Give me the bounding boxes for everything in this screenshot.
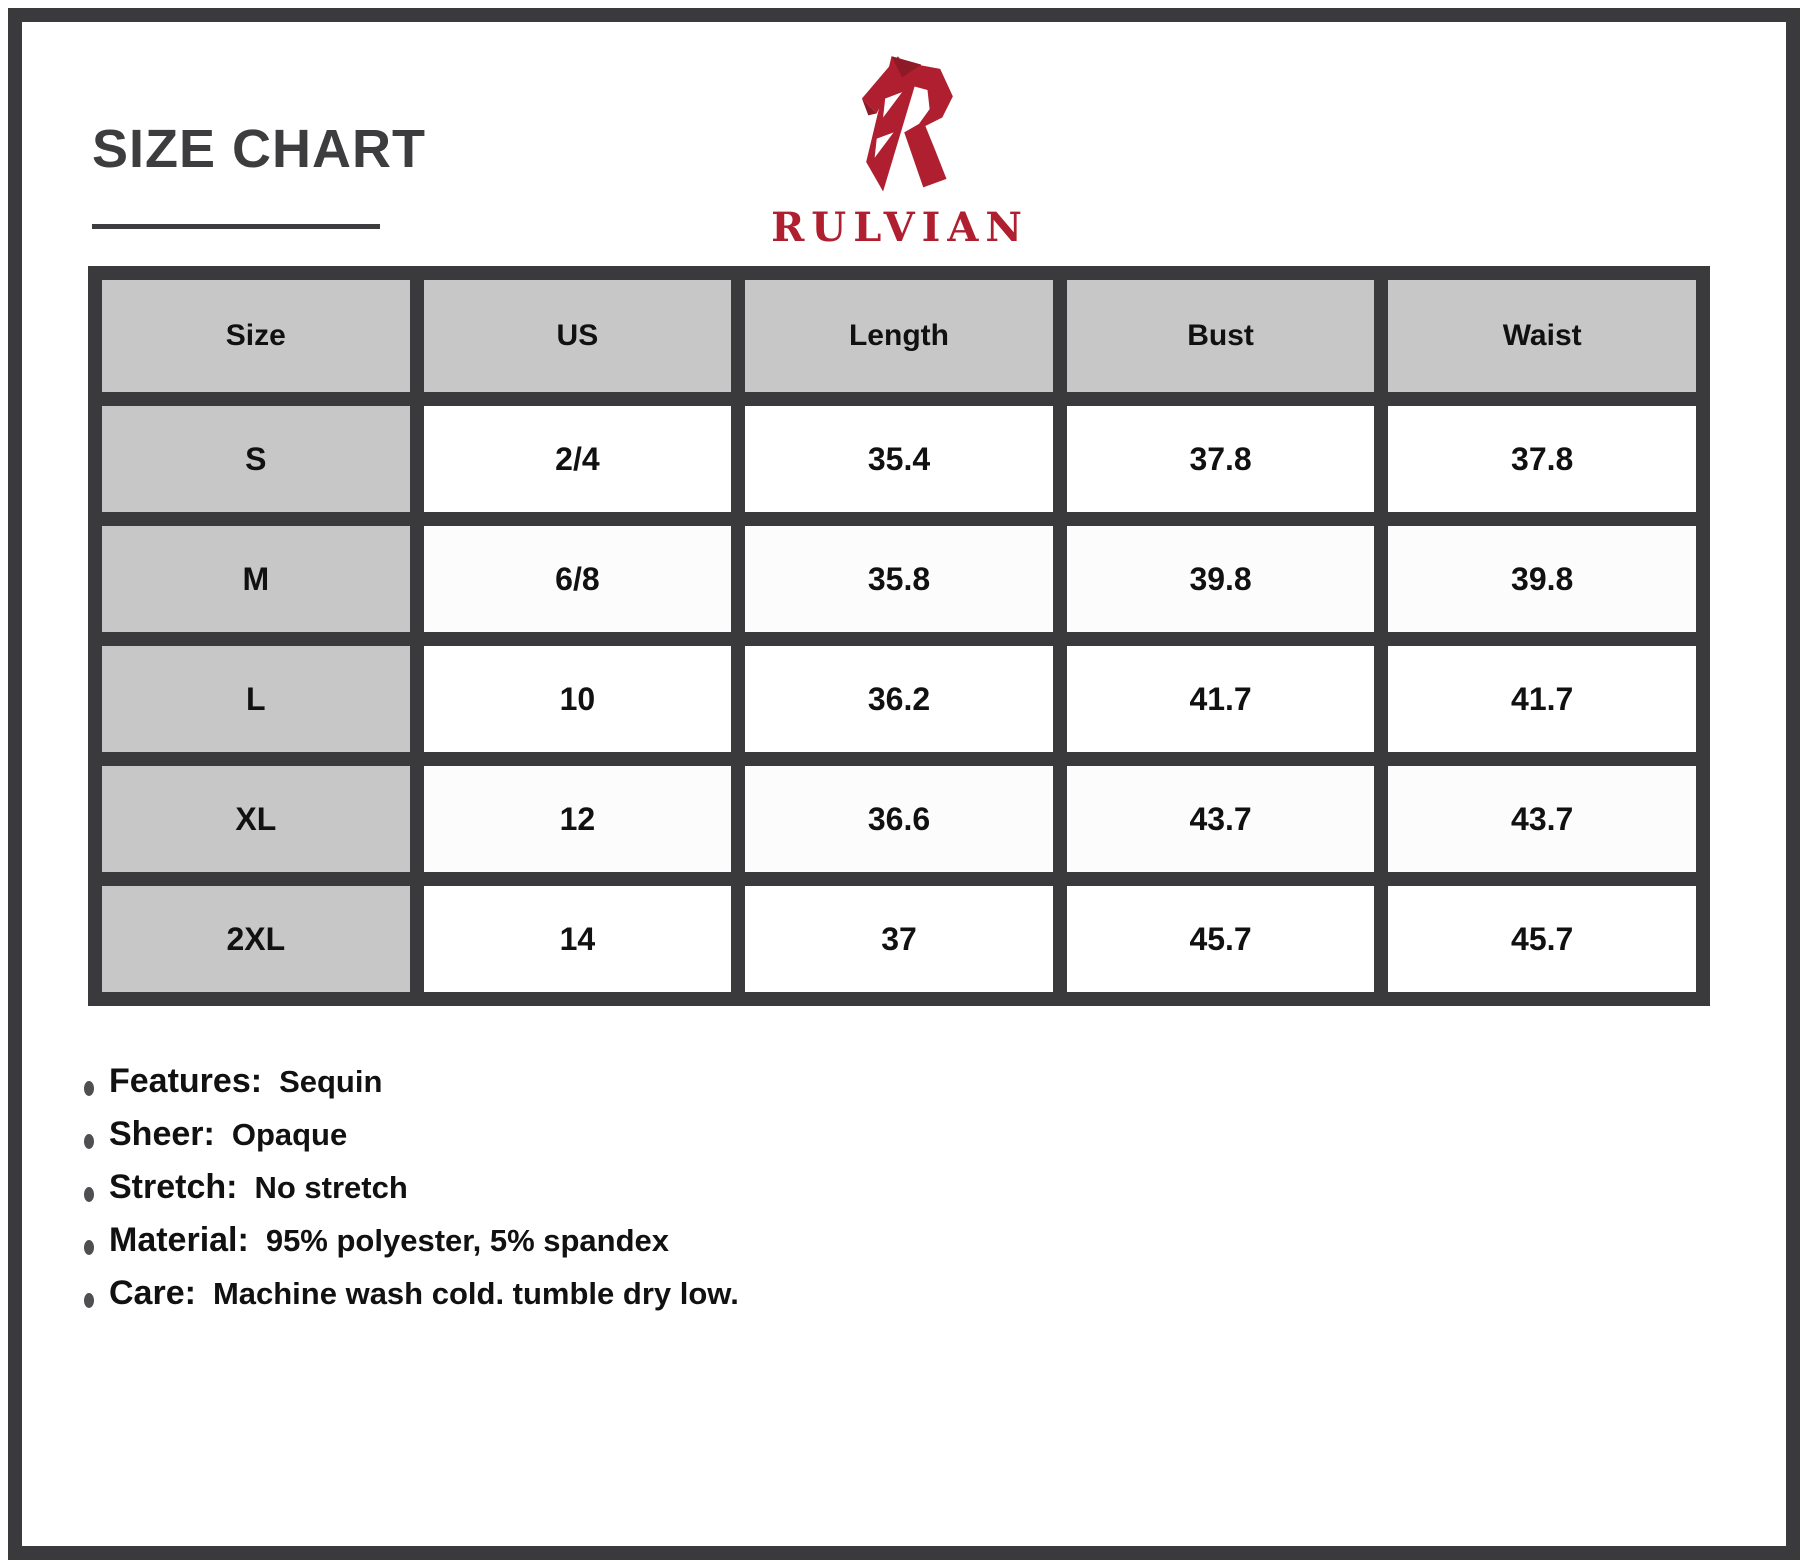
detail-label: Stretch: xyxy=(109,1168,238,1206)
size-chart-table xyxy=(88,266,1710,1006)
column-header-length: Length xyxy=(745,280,1053,392)
bust-cell: 45.7 xyxy=(1067,886,1375,992)
table-row xyxy=(102,886,1696,992)
detail-item-care xyxy=(84,1274,739,1327)
bullet-icon xyxy=(84,1240,94,1255)
waist-cell: 39.8 xyxy=(1388,526,1696,632)
length-cell: 37 xyxy=(745,886,1053,992)
bust-cell: 41.7 xyxy=(1067,646,1375,752)
length-cell: 36.6 xyxy=(745,766,1053,872)
column-header-bust: Bust xyxy=(1067,280,1375,392)
waist-cell: 37.8 xyxy=(1388,406,1696,512)
title-block xyxy=(92,119,426,229)
bullet-icon xyxy=(84,1293,94,1308)
waist-cell: 41.7 xyxy=(1388,646,1696,752)
detail-label: Features: xyxy=(109,1062,263,1100)
length-cell: 36.2 xyxy=(745,646,1053,752)
title-underline xyxy=(92,224,380,229)
brand-logo xyxy=(690,52,1110,251)
table-header-row xyxy=(102,280,1696,392)
table-row xyxy=(102,766,1696,872)
brand-name: RULVIAN xyxy=(771,204,1029,251)
detail-label: Material: xyxy=(109,1221,249,1259)
detail-value: Machine wash cold. tumble dry low. xyxy=(212,1276,739,1311)
length-cell: 35.4 xyxy=(745,406,1053,512)
column-header-waist: Waist xyxy=(1388,280,1696,392)
detail-item-material xyxy=(84,1221,739,1274)
table-row xyxy=(102,406,1696,512)
size-cell: L xyxy=(102,646,410,752)
size-cell: 2XL xyxy=(102,886,410,992)
table-row xyxy=(102,526,1696,632)
column-header-us: US xyxy=(424,280,732,392)
us-cell: 2/4 xyxy=(424,406,732,512)
page-title: SIZE CHART xyxy=(92,119,426,179)
size-cell: S xyxy=(102,406,410,512)
bust-cell: 43.7 xyxy=(1067,766,1375,872)
detail-value: Sequin xyxy=(279,1064,383,1099)
detail-value: 95% polyester, 5% spandex xyxy=(265,1223,670,1258)
detail-item-stretch xyxy=(84,1168,739,1221)
waist-cell: 43.7 xyxy=(1388,766,1696,872)
size-cell: M xyxy=(102,526,410,632)
us-cell: 10 xyxy=(424,646,732,752)
table-row xyxy=(102,646,1696,752)
size-cell: XL xyxy=(102,766,410,872)
brand-r-icon xyxy=(825,52,975,200)
waist-cell: 45.7 xyxy=(1388,886,1696,992)
us-cell: 14 xyxy=(424,886,732,992)
detail-item-features xyxy=(84,1062,739,1115)
detail-value: Opaque xyxy=(231,1117,348,1152)
detail-item-sheer xyxy=(84,1115,739,1168)
bust-cell: 39.8 xyxy=(1067,526,1375,632)
bust-cell: 37.8 xyxy=(1067,406,1375,512)
bullet-icon xyxy=(84,1134,94,1149)
us-cell: 12 xyxy=(424,766,732,872)
column-header-size: Size xyxy=(102,280,410,392)
length-cell: 35.8 xyxy=(745,526,1053,632)
detail-label: Care: xyxy=(109,1274,196,1312)
product-details-list xyxy=(84,1062,739,1327)
bullet-icon xyxy=(84,1187,94,1202)
detail-value: No stretch xyxy=(254,1170,408,1205)
detail-label: Sheer: xyxy=(109,1115,215,1153)
us-cell: 6/8 xyxy=(424,526,732,632)
bullet-icon xyxy=(84,1081,94,1096)
